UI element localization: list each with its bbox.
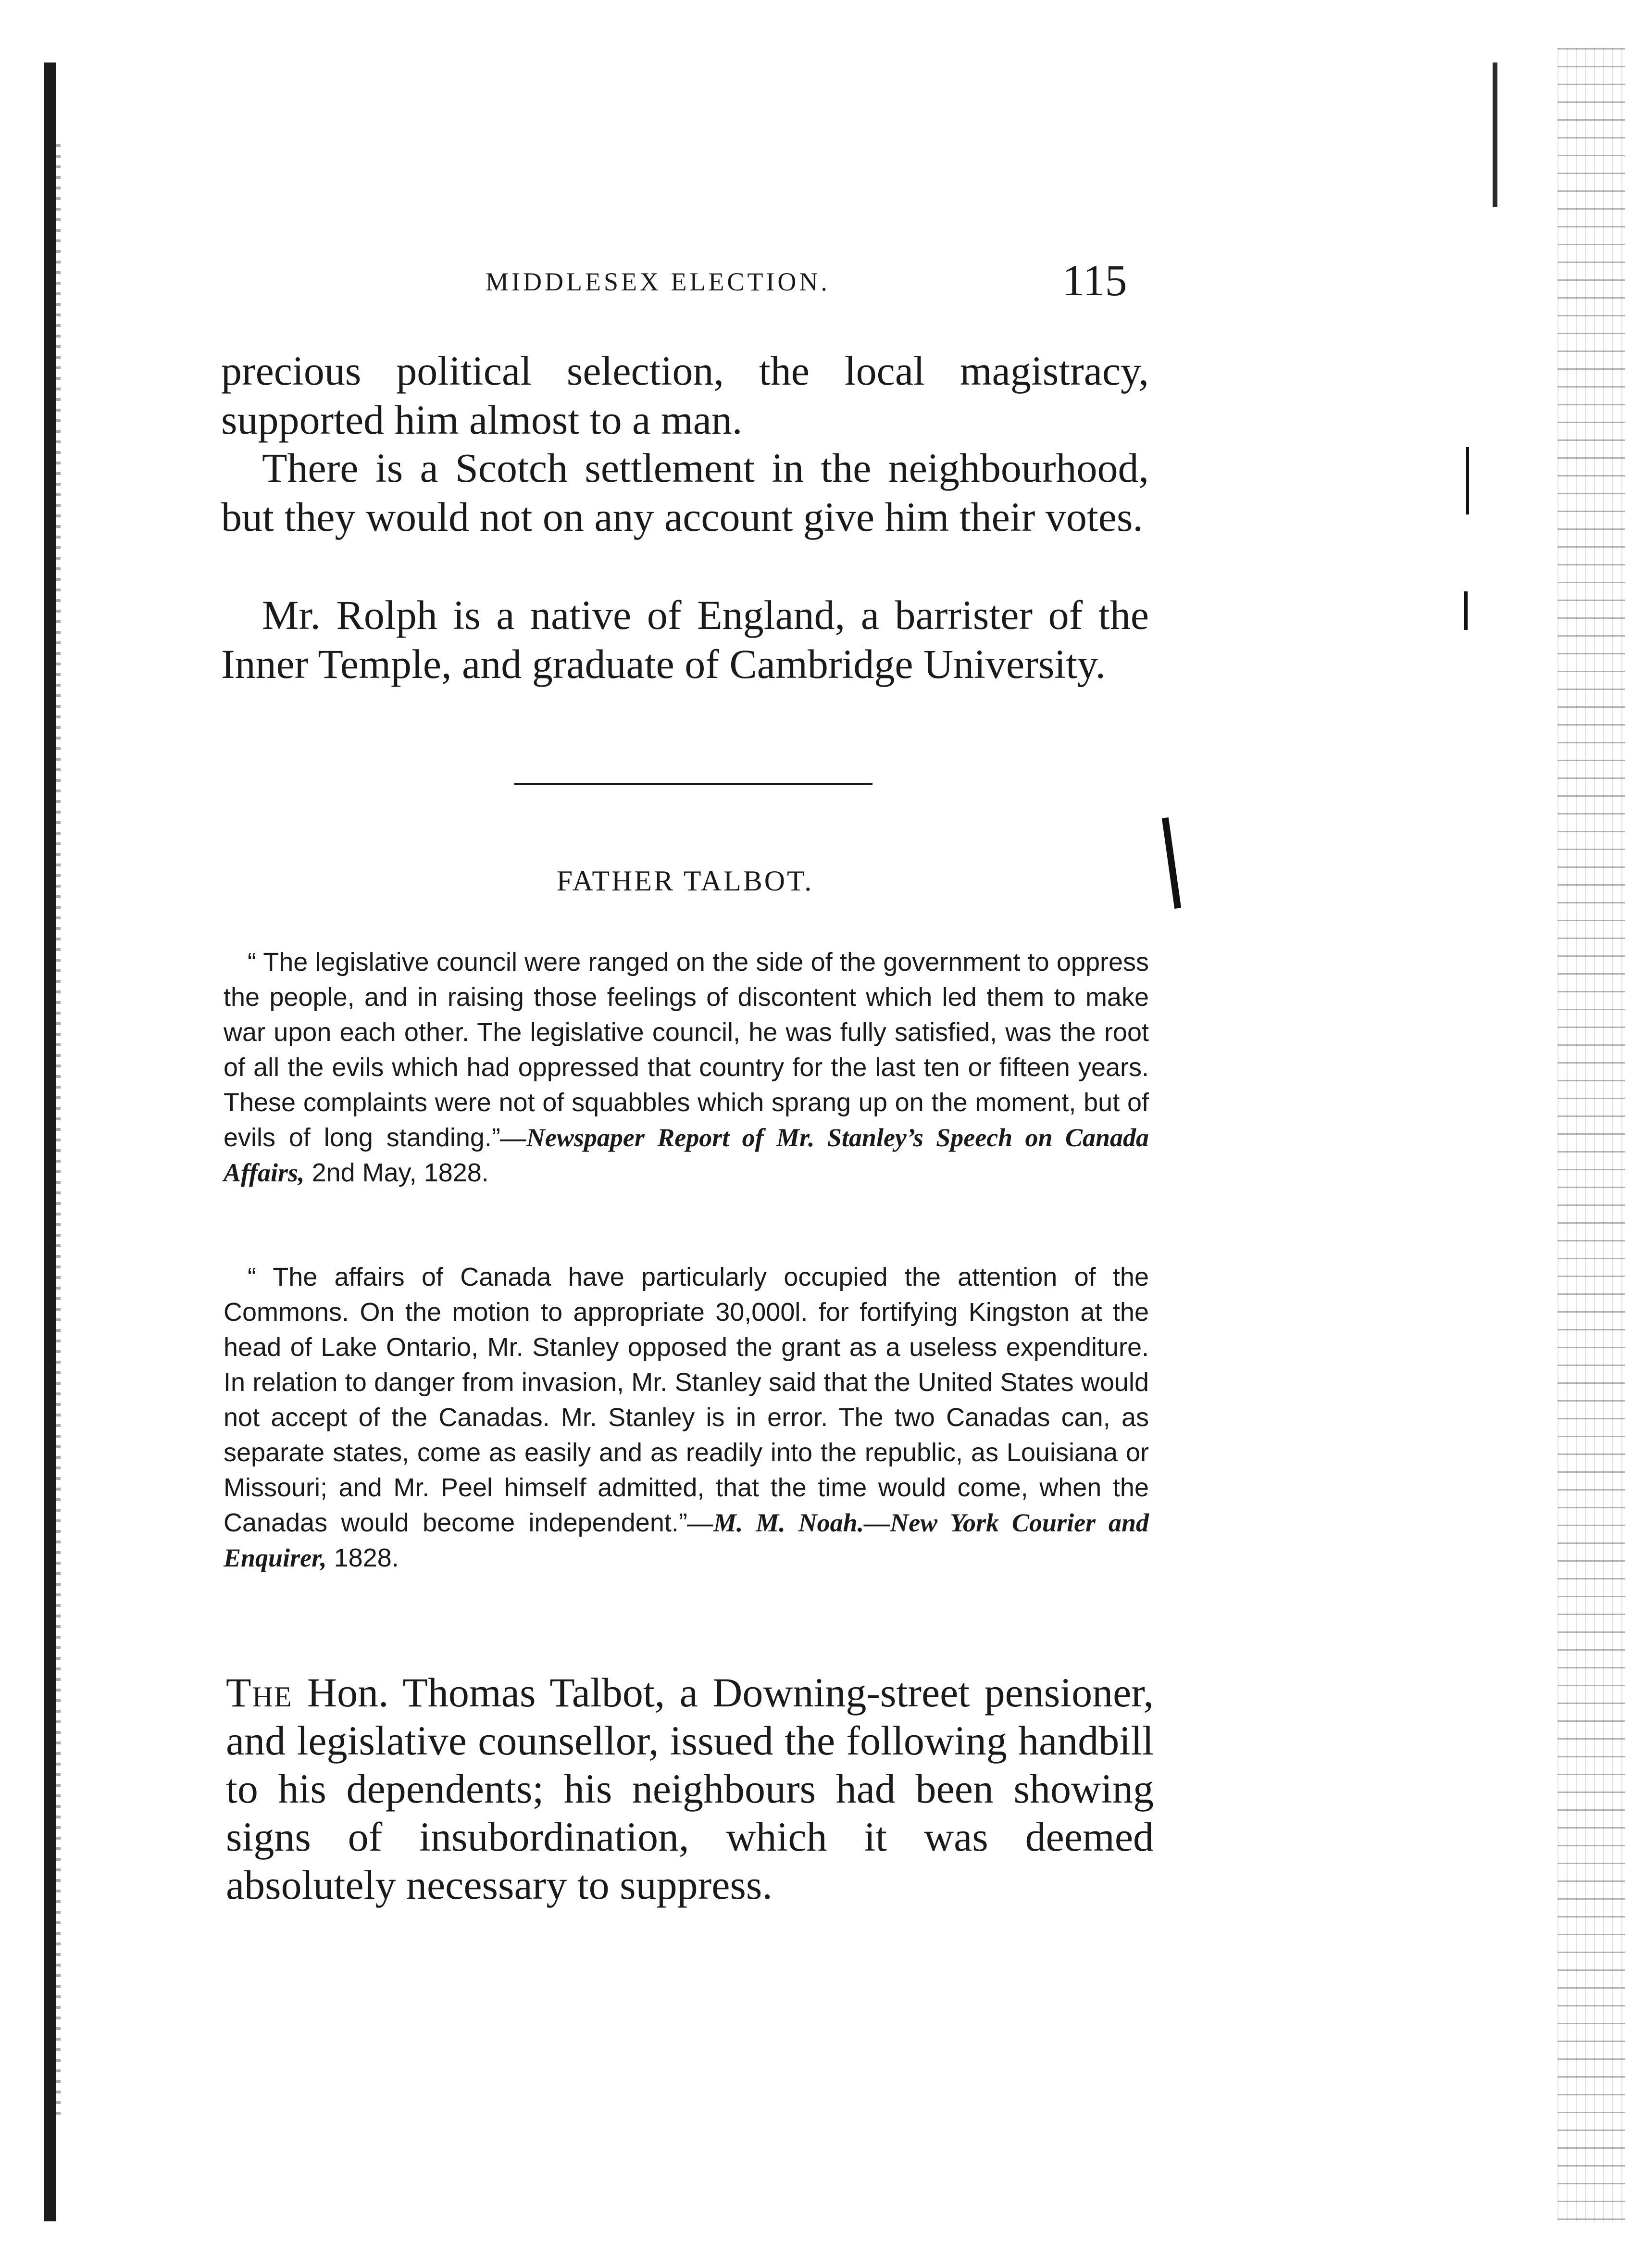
body-paragraph-3: Mr. Rolph is a native of England, a barrister of the Inner Temple, and graduate of Cambridge University. [221,592,1149,687]
binding-edge [44,63,56,2221]
epigraph-quote-1 [224,945,1149,1190]
ink-speck [1464,591,1468,630]
closing-paragraph [226,1668,1154,1909]
quote-1-date: 2nd May, 1828. [312,1158,489,1187]
page-edge-mark [1493,63,1497,207]
epigraph-quote-2 [224,1260,1149,1576]
section-divider [514,783,872,785]
body-paragraph-2: There is a Scotch settlement in the neighbourhood, but they would not on any account give him their votes. [221,445,1149,540]
page-number: 115 [1062,256,1127,305]
quote-2-date: 1828. [334,1543,399,1572]
body-paragraph-1: precious political selection, the local magistracy, supported him almost to a man. [221,348,1149,443]
quote-2-source: —M. M. Noah.—New York Courier and Enquirer, [224,1508,1149,1572]
closing-text: Hon. Thomas Talbot, a Downing-street pensioner, and legislative counsellor, issued the following handbill to his dependents; his neighbours had been showing signs of insubordination, which it was deemed absolutely necessary to suppress. [226,1669,1154,1908]
running-head: MIDDLESEX ELECTION. [486,267,830,296]
binding-fray [56,144,61,2116]
section-title: FATHER TALBOT. [556,865,814,897]
quote-1-text: “ The legislative council were ranged on the side of the government to oppress the people, and in raising those feelings of discontent which led them to make war upon each other. The legislative council, he was fully satisfied, was the root of all the evils which had oppressed that country for the last ten or fifteen years. These complaints were not of squabbles which sprang up on the moment, but of evils of long standing.” [224,948,1149,1152]
ink-speck [1466,447,1469,514]
page-edge-texture [1558,48,1625,2221]
quote-2-text: “ The affairs of Canada have particularly occupied the attention of the Commons. On the motion to appropriate 30,000l. for fortifying Kingston at the head of Lake Ontario, Mr. Stanley opposed the grant as a useless expenditure. In relation to danger from invasion, Mr. Stanley said that the United States would not accept of the Canadas. Mr. Stanley is in error. The two Canadas can, as separate states, come as easily and as readily into the republic, as Louisiana or Missouri; and Mr. Peel himself admitted, that the time would come, when the Canadas would become independent.” [224,1263,1149,1537]
ink-speck [1162,817,1181,909]
quote-1-source: —Newspaper Report of Mr. Stanley’s Speech on Canada Affairs, [224,1123,1149,1187]
closing-lead-word: The [226,1669,293,1716]
